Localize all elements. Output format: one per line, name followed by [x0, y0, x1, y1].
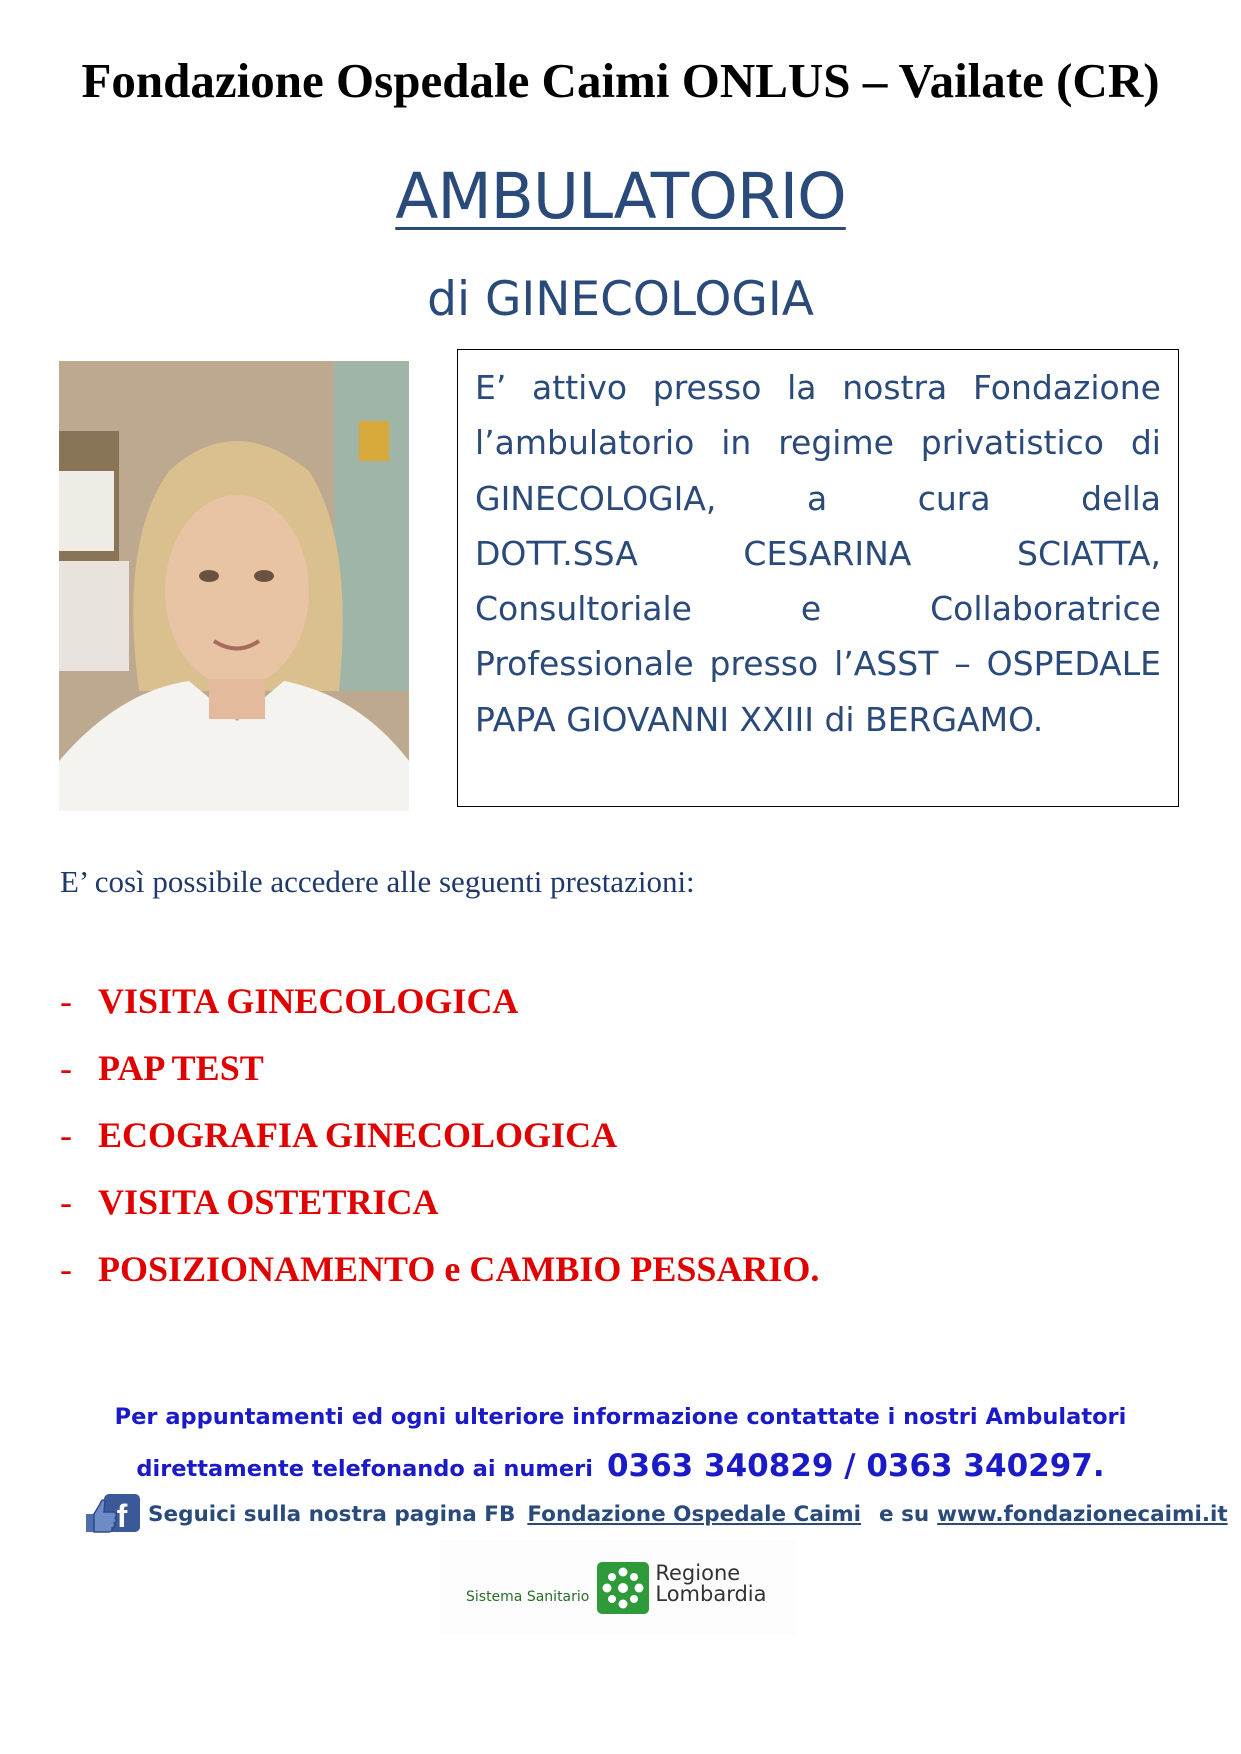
- list-item: - POSIZIONAMENTO e CAMBIO PESSARIO.: [60, 1249, 820, 1289]
- list-item: - VISITA OSTETRICA: [60, 1182, 439, 1222]
- info-box: [457, 349, 1179, 807]
- info-line: GINECOLOGIA, a cura della: [475, 478, 1161, 518]
- portrait-illustration: [59, 361, 409, 811]
- contact-phones-line: direttamente telefonando ai numeri 0363 340829 / 0363 340297.: [136, 1448, 1105, 1484]
- list-item: - VISITA GINECOLOGICA: [60, 981, 519, 1021]
- services-intro: E’ così possibile accedere alle seguenti prestazioni:: [60, 864, 695, 899]
- page-title: [0, 160, 1241, 233]
- info-line: Professionale presso l’ASST – OSPEDALE: [475, 644, 1161, 684]
- facebook-like-icon[interactable]: [82, 1492, 142, 1536]
- foundation-title: Fondazione Ospedale Caimi ONLUS – Vailate (CR): [81, 53, 1160, 108]
- info-line: E’ attivo presso la nostra Fondazione: [475, 368, 1161, 407]
- page-subtitle: di GINECOLOGIA: [427, 272, 814, 327]
- regione-lombardia-logo: Sistema Sanitario Regione Lombardia: [440, 1540, 795, 1635]
- info-line: DOTT.SSA CESARINA SCIATTA,: [475, 533, 1161, 573]
- info-line: Consultoriale e Collaboratrice: [475, 589, 1161, 629]
- social-line: f Seguici sulla nostra pagina FB Fondazione Ospedale Caimi e su www.fondazionecaimi.it: [82, 1492, 1228, 1536]
- fb-page-link[interactable]: Fondazione Ospedale Caimi: [527, 1501, 861, 1527]
- svg-text:f: f: [116, 1498, 128, 1534]
- services-list: [60, 980, 819, 1315]
- list-item: - ECOGRAFIA GINECOLOGICA: [60, 1115, 618, 1155]
- lombardia-cross-icon: [597, 1562, 649, 1614]
- phone-numbers[interactable]: 0363 340829 / 0363 340297.: [606, 1448, 1105, 1484]
- doctor-photo: [59, 361, 409, 811]
- info-line: PAPA GIOVANNI XXIII di BERGAMO.: [475, 699, 1044, 739]
- list-item: - PAP TEST: [60, 1048, 264, 1088]
- logo-region-text: Regione Lombardia: [655, 1560, 767, 1606]
- website-link[interactable]: www.fondazionecaimi.it: [937, 1501, 1228, 1527]
- info-line: l’ambulatorio in regime privatistico di: [475, 423, 1161, 463]
- contact-info: Per appuntamenti ed ogni ulteriore informazione contattate i nostri Ambulatori: [114, 1404, 1127, 1430]
- page-title-text: AMBULATORIO: [395, 160, 846, 233]
